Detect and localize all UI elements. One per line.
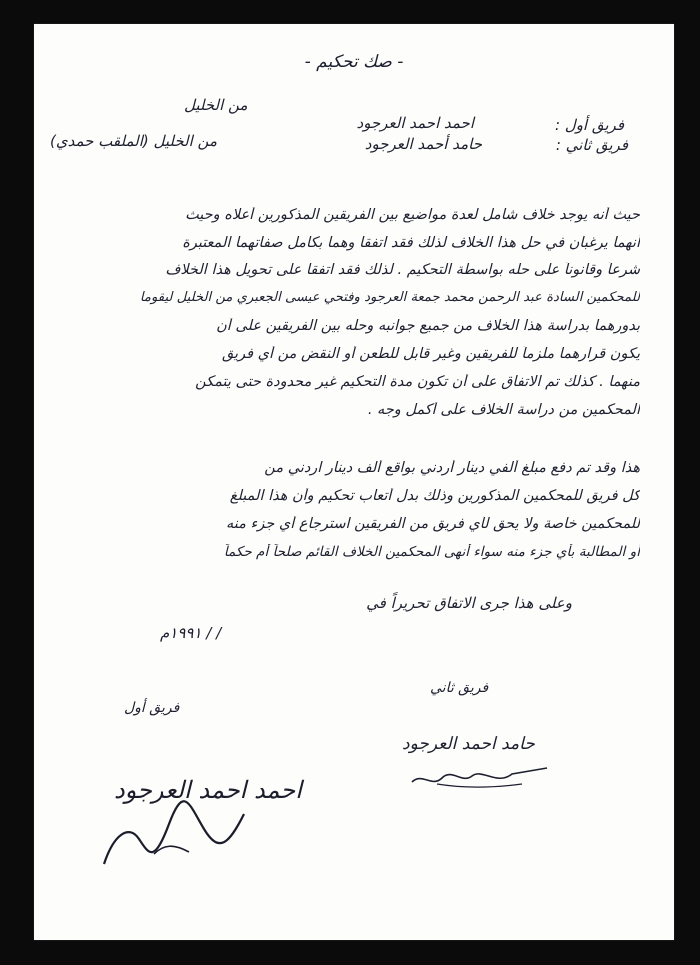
closing-statement: وعلى هذا جرى الاتفاق تحريراً في bbox=[366, 594, 572, 612]
paragraph-2-line-1: هذا وقد تم دفع مبلغ ألفي دينار أردني بواقع ألف دينار اردني من bbox=[264, 460, 640, 476]
first-party-label: فريق أول : bbox=[554, 116, 624, 134]
second-party-signature-scribble bbox=[402, 754, 552, 794]
second-party-origin: من الخليل (الملقب حمدي) bbox=[50, 132, 217, 150]
second-party-signature-name: حامد احمد العرجود bbox=[402, 734, 535, 754]
first-party-signature-scribble bbox=[94, 784, 254, 874]
paragraph-1-line-3: شرعاً وقانوناً على حله بواسطة التحكيم . لذلك فقد اتفقا على تحويل هذا الخلاف bbox=[165, 262, 640, 278]
first-party-name: احمد احمد العرجود bbox=[356, 114, 474, 132]
agreement-date: / / ١٩٩١م bbox=[160, 624, 222, 642]
paragraph-1-line-6: يكون قرارهما ملزماً للفريقين وغير قابل للطعن أو النقض من أي فريق bbox=[221, 346, 640, 362]
first-party-signature-label: فريق أول bbox=[124, 700, 180, 716]
paragraph-1-line-2: أنهما يرغبان في حل هذا الخلاف لذلك فقد اتفقا وهما بكامل صفاتهما المعتبرة bbox=[182, 235, 640, 251]
paragraph-1-line-4: للمحكمين السادة عبد الرحمن محمد جمعة العرجود وفتحي عيسى الجعبري من الخليل ليقوما bbox=[139, 290, 640, 305]
first-party-signature-name: احمد احمد العرجود bbox=[114, 776, 302, 804]
document-title: - صك تحكيم - bbox=[304, 52, 404, 72]
paragraph-2-line-4: أو المطالبة بأي جزء منه سواء أنهى المحكمين الخلاف القائم صلحاً أم حكماً bbox=[223, 544, 640, 560]
paragraph-1-line-5: بدورهما بدراسة هذا الخلاف من جميع جوانبه وحله بين الفريقين على أن bbox=[216, 318, 640, 334]
second-party-name: حامد أحمد العرجود bbox=[364, 135, 482, 153]
paragraph-2-line-3: للمحكمين خاصة ولا يحق لأي فريق من الفريقين استرجاع أي جزء منه bbox=[226, 516, 640, 532]
document-sheet bbox=[34, 24, 674, 940]
paragraph-1-line-8: المحكمين من دراسة الخلاف على أكمل وجه . bbox=[367, 402, 640, 418]
first-party-origin: من الخليل bbox=[184, 96, 248, 114]
second-party-signature-label: فريق ثاني bbox=[430, 680, 489, 696]
paragraph-1-line-7: منهما . كذلك تم الاتفاق على أن تكون مدة التحكيم غير محدودة حتى يتمكن bbox=[195, 374, 640, 390]
paragraph-1-line-1: حيث أنه يوجد خلاف شامل لعدة مواضيع بين الفريقين المذكورين أعلاه وحيث bbox=[185, 207, 640, 223]
paragraph-2-line-2: كل فريق للمحكمين المذكورين وذلك بدل أتعاب تحكيم وأن هذا المبلغ bbox=[229, 488, 640, 504]
second-party-label: فريق ثاني : bbox=[555, 136, 628, 154]
